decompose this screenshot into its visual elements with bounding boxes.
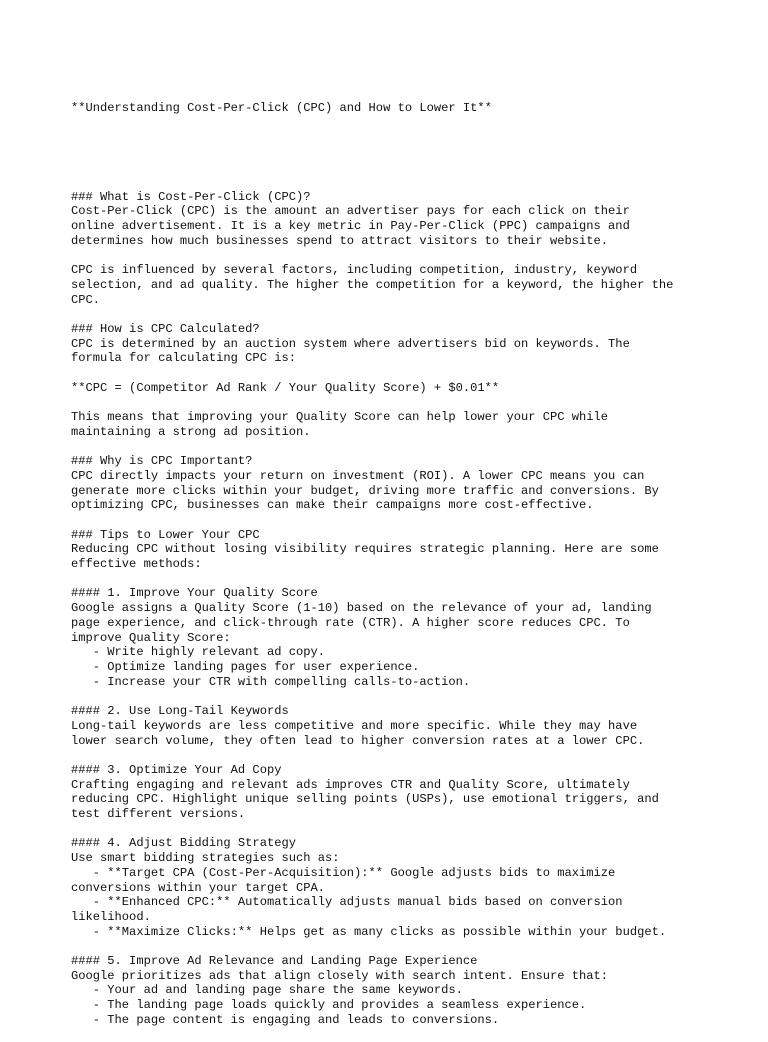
section [71, 763, 761, 822]
text-line: determines how much businesses spend to attract visitors to their website. [71, 233, 609, 248]
text-line: - **Enhanced CPC:** Automatically adjusts manual bids based on conversion [71, 895, 623, 910]
text-line: conversions within your target CPA. [71, 880, 326, 895]
text-line: **CPC = (Competitor Ad Rank / Your Quality Score) + $0.01** [71, 380, 500, 395]
text-line: CPC directly impacts your return on investment (ROI). A lower CPC means you can [71, 468, 645, 483]
blank-line [71, 307, 761, 322]
section-heading: ### Tips to Lower Your CPC [71, 527, 260, 542]
paragraph [71, 337, 761, 366]
blank-line [71, 748, 761, 763]
blank-line [71, 146, 761, 161]
text-line: - The page content is engaging and leads to conversions. [71, 1012, 500, 1027]
text-line: improve Quality Score: [71, 630, 231, 645]
text-line: effective methods: [71, 557, 202, 572]
text-line: Google assigns a Quality Score (1-10) based on the relevance of your ad, landing [71, 601, 652, 616]
text-line: - **Target CPA (Cost-Per-Acquisition):** Google adjusts bids to maximize [71, 865, 616, 880]
blank-line [71, 366, 761, 381]
blank-line [71, 440, 761, 455]
text-line: CPC. [71, 292, 101, 307]
blank-line [71, 939, 761, 954]
paragraph [71, 542, 761, 571]
section [71, 528, 761, 572]
text-line: - Increase your CTR with compelling calls-to-action. [71, 674, 471, 689]
text-line: reducing CPC. Highlight unique selling points (USPs), use emotional triggers, and [71, 792, 659, 807]
text-line: - **Maximize Clicks:** Helps get as many clicks as possible within your budget. [71, 924, 667, 939]
section [71, 190, 761, 308]
blank-line [71, 395, 761, 410]
section-heading: ### What is Cost-Per-Click (CPC)? [71, 189, 311, 204]
paragraph [71, 469, 761, 513]
section-heading: #### 5. Improve Ad Relevance and Landing Page Experience [71, 954, 478, 968]
blank-line [71, 822, 761, 837]
document-body [71, 72, 761, 1042]
text-line: Crafting engaging and relevant ads improves CTR and Quality Score, ultimately [71, 777, 630, 792]
paragraph [71, 601, 761, 689]
text-line: Long-tail keywords are less competitive and more specific. While they may have [71, 718, 638, 733]
text-line: test different versions. [71, 807, 246, 821]
text-line: formula for calculating CPC is: [71, 351, 296, 366]
blank-line [71, 248, 761, 263]
section [71, 454, 761, 513]
text-line: - The landing page loads quickly and provides a seamless experience. [71, 998, 587, 1013]
blank-line [71, 513, 761, 528]
text-line: page experience, and click-through rate (CTR). A higher score reduces CPC. To [71, 615, 630, 630]
paragraph [71, 381, 761, 396]
text-line: CPC is influenced by several factors, including competition, industry, keyword [71, 263, 638, 278]
blank-line [71, 689, 761, 704]
section-heading: #### 1. Improve Your Quality Score [71, 586, 318, 601]
section [71, 704, 761, 748]
section [71, 586, 761, 689]
text-line: selection, and ad quality. The higher the competition for a keyword, the higher the [71, 277, 674, 292]
section [71, 954, 761, 1028]
text-line: Cost-Per-Click (CPC) is the amount an advertiser pays for each click on their [71, 204, 630, 219]
section-heading: #### 3. Optimize Your Ad Copy [71, 762, 282, 777]
text-line: online advertisement. It is a key metric in Pay-Per-Click (PPC) campaigns and [71, 219, 630, 234]
section-heading: #### 2. Use Long-Tail Keywords [71, 704, 289, 719]
text-line: generate more clicks within your budget, driving more traffic and conversions. By [71, 483, 659, 498]
document-title: **Understanding Cost-Per-Click (CPC) and How to Lower It** [71, 101, 492, 116]
paragraph [71, 778, 761, 822]
section-heading: ### Why is CPC Important? [71, 454, 253, 469]
paragraph [71, 204, 761, 248]
text-line: likelihood. [71, 909, 151, 924]
text-line: lower search volume, they often lead to higher conversion rates at a lower CPC. [71, 733, 645, 748]
section-heading: #### 4. Adjust Bidding Strategy [71, 836, 296, 851]
text-line: Reducing CPC without losing visibility requires strategic planning. Here are some [71, 542, 659, 557]
paragraph [71, 969, 761, 1028]
blank-line [71, 572, 761, 587]
text-line: - Your ad and landing page share the same keywords. [71, 983, 463, 998]
text-line: This means that improving your Quality Score can help lower your CPC while [71, 410, 609, 425]
section-heading: ### How is CPC Calculated? [71, 321, 260, 336]
text-line: Use smart bidding strategies such as: [71, 851, 340, 866]
text-line: maintaining a strong ad position. [71, 424, 311, 439]
text-line: optimizing CPC, businesses can make their campaigns more cost-effective. [71, 498, 594, 513]
paragraph [71, 410, 761, 439]
section [71, 836, 761, 939]
text-line: - Optimize landing pages for user experience. [71, 660, 420, 674]
document-sections [71, 190, 761, 1028]
paragraph [71, 263, 761, 307]
paragraph [71, 719, 761, 748]
text-line: CPC is determined by an auction system where advertisers bid on keywords. The [71, 336, 630, 351]
section [71, 322, 761, 440]
paragraph [71, 851, 761, 939]
text-line: Google prioritizes ads that align closely with search intent. Ensure that: [71, 968, 609, 983]
text-line: - Write highly relevant ad copy. [71, 645, 326, 660]
